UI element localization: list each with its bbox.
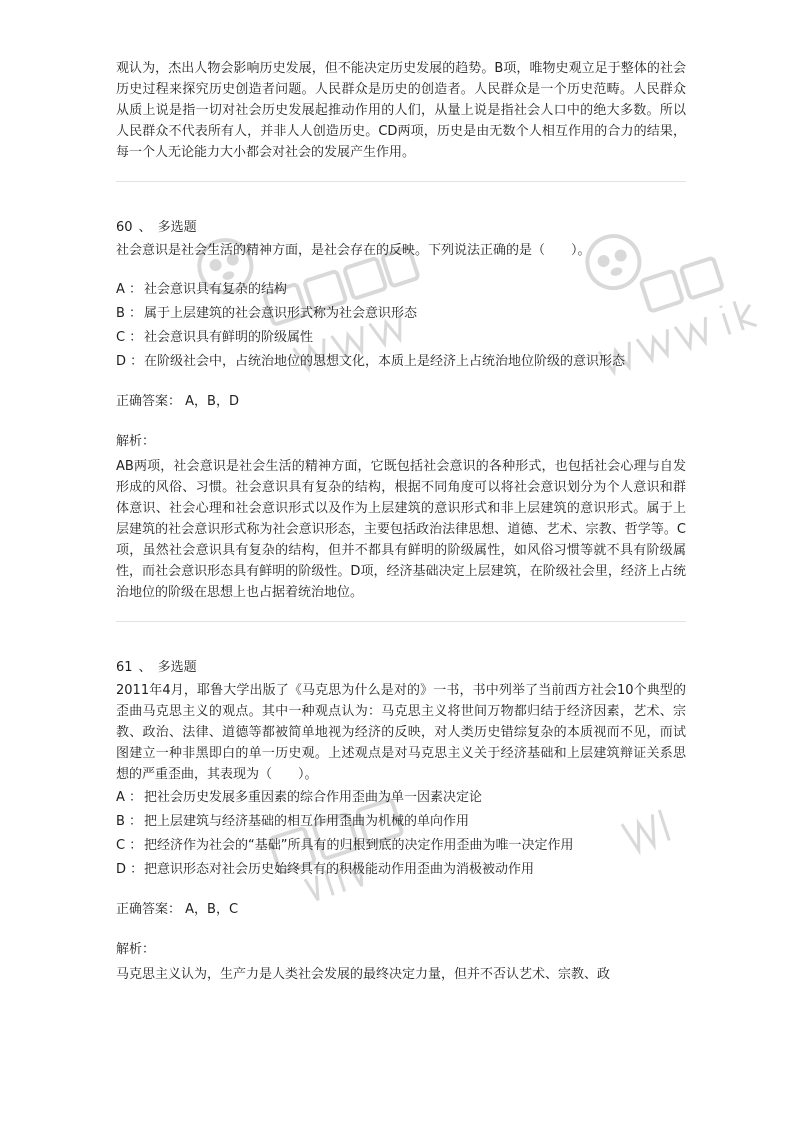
option-text: 把社会历史发展多重因素的综合作用歪曲为单一因素决定论 (144, 790, 483, 805)
option-a (116, 279, 686, 300)
question-stem: 2011年4月，耶鲁大学出版了《马克思为什么是对的》一书，书中列举了当前西方社会10个典型的歪曲马克思主义的观点。其中一种观点认为：马克思主义将世间万物都归结于经济因素，艺术、宗教、政治、法律、道德等都被简单地视为经济的反映，对人类历史错综复杂的本质视而不见，而试图建立一种非黑即白的单一历史观。上述观点是对马克思主义关于经济基础和上层建筑辩证关系思想的严重歪曲，其表现为（ ）。 (116, 683, 686, 782)
option-text: 在阶级社会中，占统治地位的思想文化，本质上是经济上占统治地位阶级的意识形态 (144, 354, 626, 369)
option-text: 把上层建筑与经济基础的相互作用歪曲为机械的单向作用 (144, 814, 470, 829)
option-letter: A ： (116, 282, 143, 297)
option-b (116, 303, 686, 324)
previous-analysis-paragraph: 观认为，杰出人物会影响历史发展，但不能决定历史发展的趋势。B项，唯物史观立足于整体的社会历史过程来探究历史创造者问题。人民群众是历史的创造者。人民群众是一个历史范畴。人民群众从质上说是指一切对社会历史发展起推动作用的人们，从量上说是指社会人口中的绝大多数。所以人民群众不代表所有人，并非人人创造历史。CD两项，历史是由无数个人相互作用的合力的结果，每一个人无论能力大小都会对社会的发展产生作用。 (116, 61, 686, 160)
question-separator: 、 (138, 660, 152, 675)
analysis-label: 解析： (116, 434, 156, 449)
option-text: 属于上层建筑的社会意识形式称为社会意识形态 (144, 306, 418, 321)
option-c (116, 327, 686, 348)
option-letter: C ： (116, 330, 143, 345)
option-b (116, 811, 686, 832)
question-61 (116, 658, 686, 985)
question-separator: 、 (138, 220, 152, 235)
option-letter: D ： (116, 862, 144, 877)
option-letter: C ： (116, 838, 143, 853)
option-letter: B ： (116, 306, 143, 321)
option-letter: B ： (116, 814, 143, 829)
analysis-text: 马克思主义认为，生产力是人类社会发展的最终决定力量，但并不否认艺术、宗教、政 (116, 967, 611, 982)
option-letter: A ： (116, 790, 143, 805)
option-d (116, 351, 686, 372)
analysis-label: 解析： (116, 942, 156, 957)
option-text: 社会意识具有复杂的结构 (144, 282, 288, 297)
correct-answer: 正确答案： A，B，D (116, 394, 239, 409)
analysis-text: AB两项，社会意识是社会生活的精神方面，它既包括社会意识的各种形式，也包括社会心理与自发形成的风俗、习惯。社会意识具有复杂的结构，根据不同角度可以将社会意识划分为个人意识和群体意识、社会心理和社会意识形式以及作为上层建筑的意识形式和非上层建筑的意识形式。属于上层建筑的社会意识形式称为社会意识形态，主要包括政治法律思想、道德、艺术、宗教、哲学等。C项，虽然社会意识具有复杂的结构，但并不都具有鲜明的阶级属性，如风俗习惯等就不具有阶级属性，而社会意识形态具有鲜明的阶级性。D项，经济基础决定上层建筑，在阶级社会里，经济上占统治地位的阶级在思想上也占据着统治地位。 (116, 459, 686, 600)
option-text: 把经济作为社会的“基础”所具有的归根到底的决定作用歪曲为唯一决定作用 (144, 838, 574, 853)
option-text: 把意识形态对社会历史始终具有的积极能动作用歪曲为消极被动作用 (144, 862, 535, 877)
question-type: 多选题 (157, 220, 197, 235)
correct-answer: 正确答案： A，B，C (116, 902, 239, 917)
option-text: 社会意识具有鲜明的阶级属性 (144, 330, 314, 345)
divider (116, 621, 686, 622)
question-number: 61 (116, 660, 133, 675)
option-a (116, 787, 686, 808)
question-header (116, 218, 686, 238)
option-letter: D ： (116, 354, 144, 369)
question-stem: 社会意识是社会生活的精神方面，是社会存在的反映。下列说法正确的是（ ）。 (116, 243, 591, 258)
question-60 (116, 218, 686, 603)
document-page (116, 58, 686, 985)
question-type: 多选题 (157, 660, 197, 675)
option-d (116, 859, 686, 880)
divider (116, 181, 686, 182)
option-c (116, 835, 686, 856)
question-number: 60 (116, 220, 133, 235)
question-header (116, 658, 686, 678)
